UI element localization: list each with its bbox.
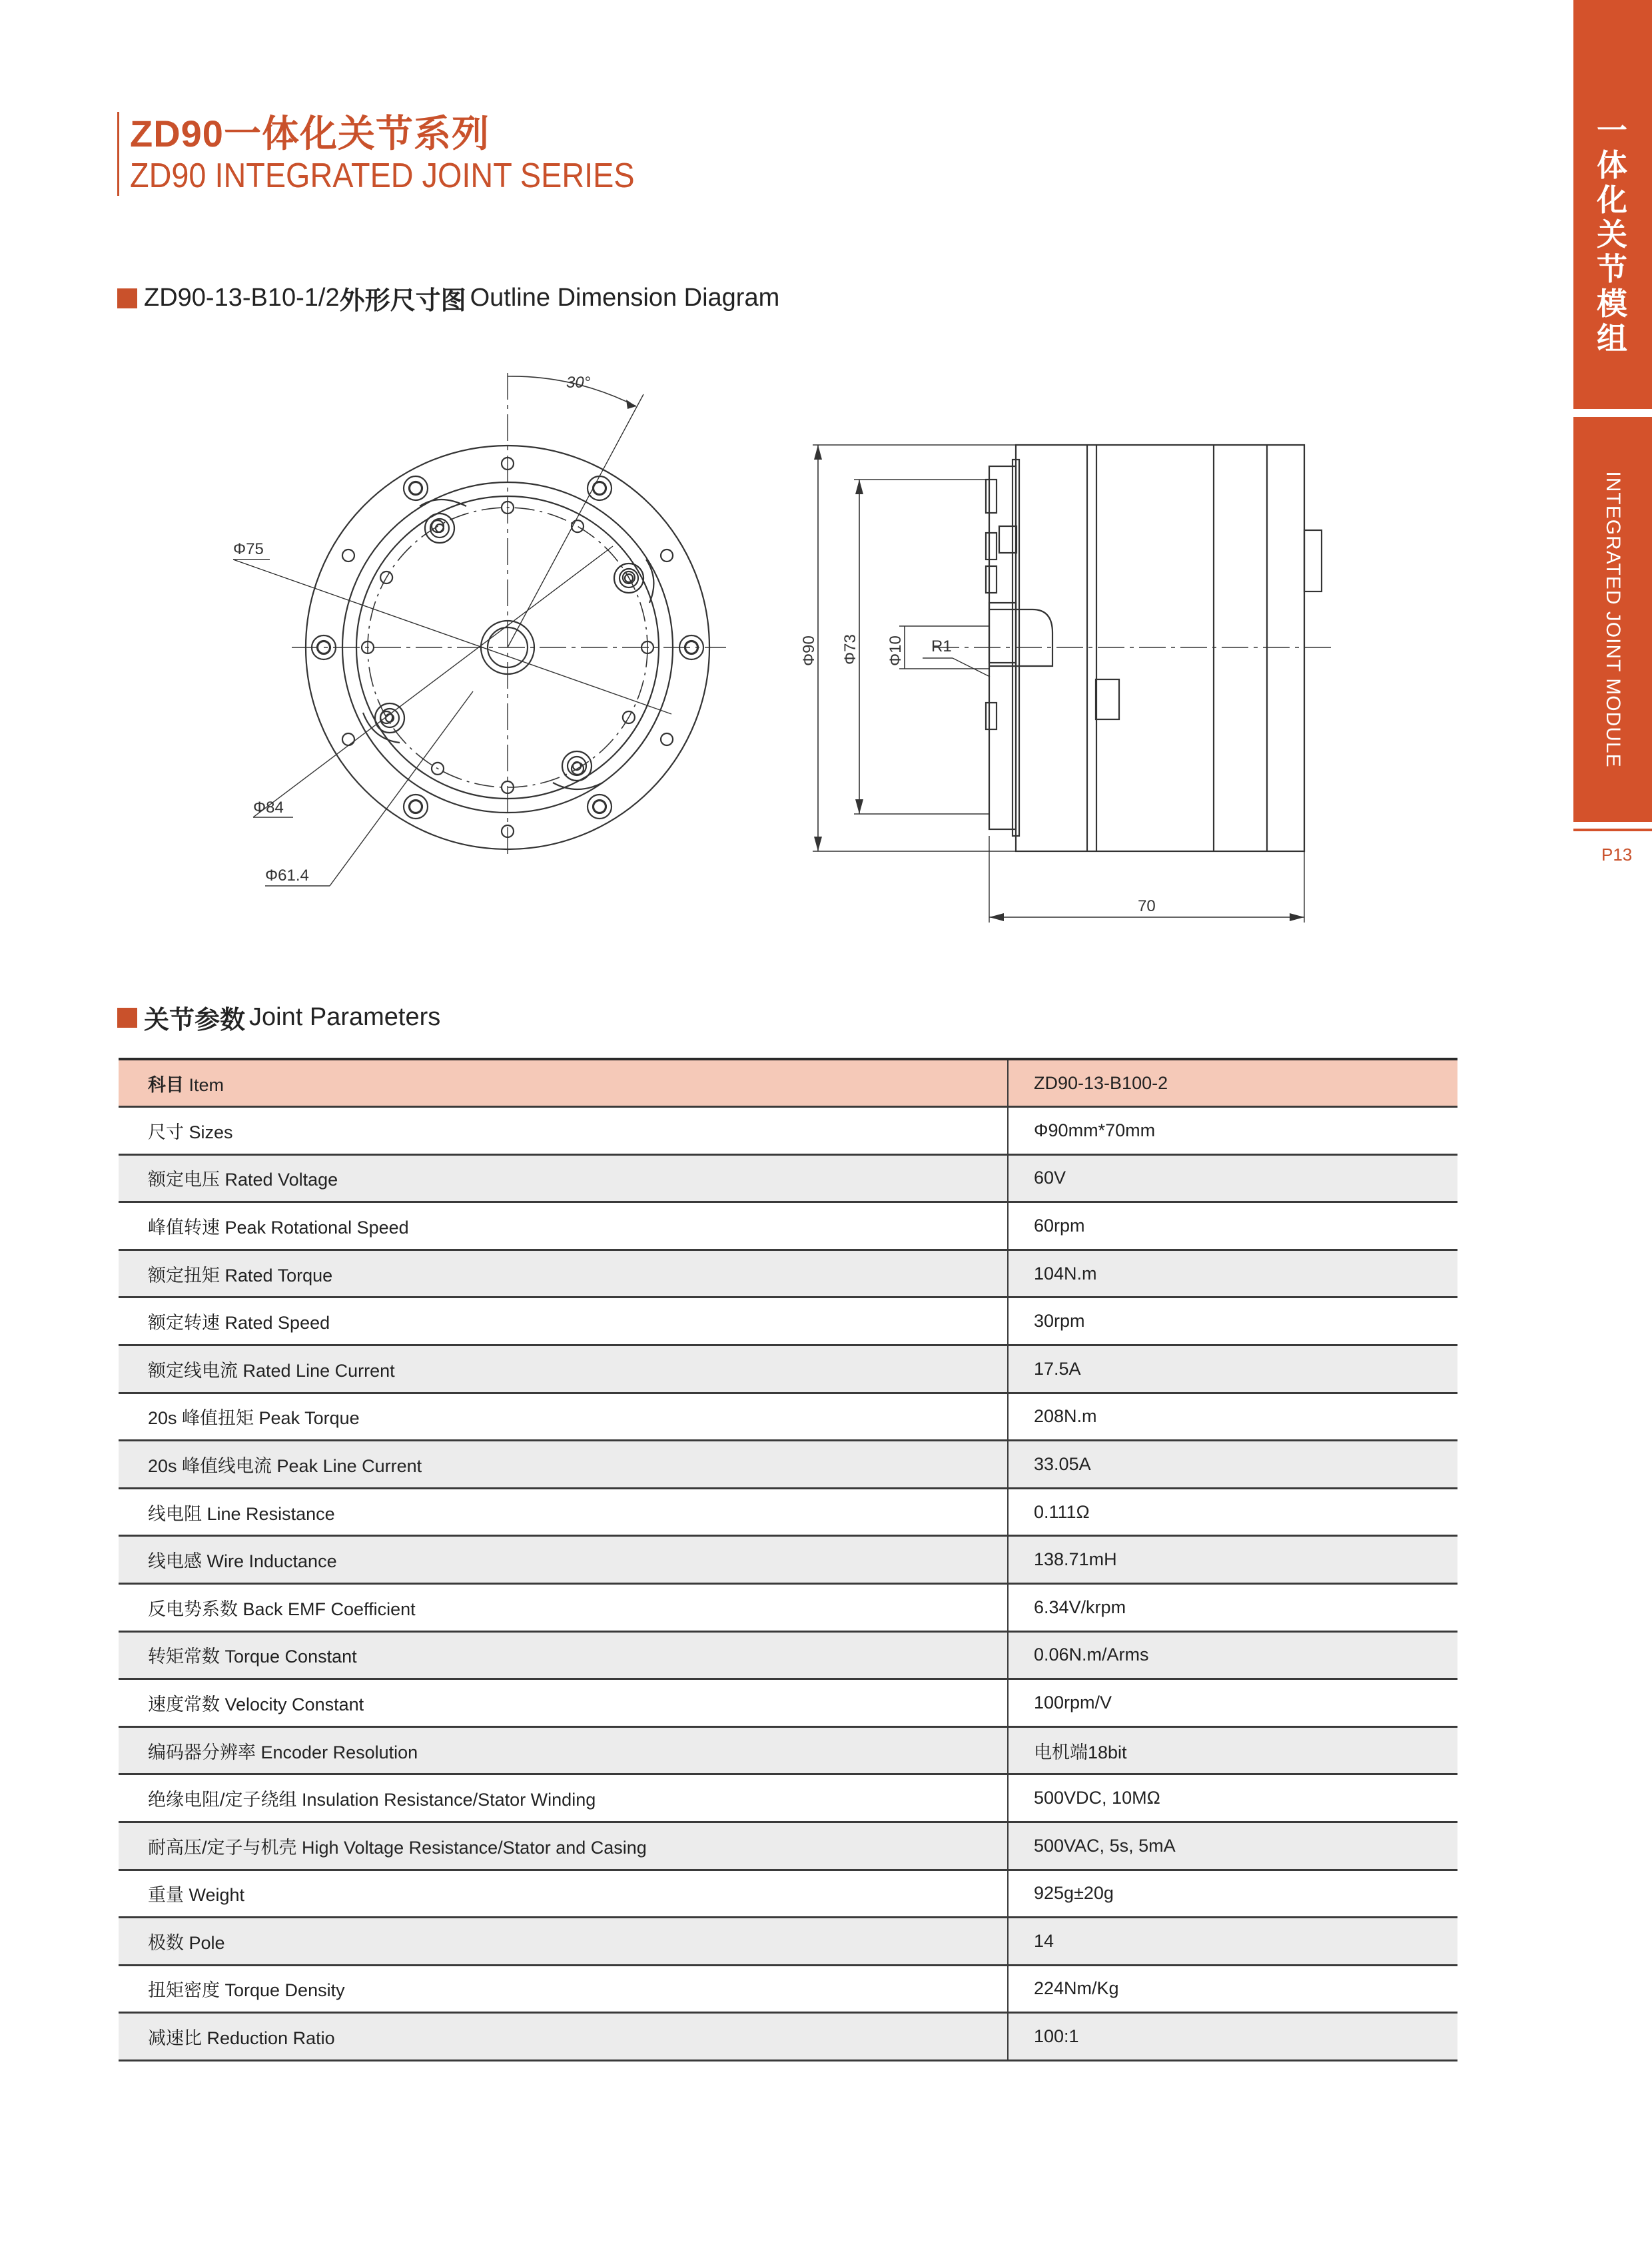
param-label: 峰值转速 Peak Rotational Speed: [119, 1202, 1008, 1250]
table-row: [119, 1107, 1457, 1155]
outer-bolt-hole-large: [588, 476, 612, 500]
param-label: 线电感 Wire Inductance: [119, 1536, 1008, 1584]
param-label: 尺寸 Sizes: [119, 1107, 1008, 1155]
table-row: [119, 1679, 1457, 1727]
param-value: 电机端18bit: [1008, 1726, 1457, 1774]
page-title-en: ZD90 INTEGRATED JOINT SERIES: [130, 157, 635, 195]
outer-bolt-hole: [342, 550, 354, 561]
param-value: 0.06N.m/Arms: [1008, 1631, 1457, 1679]
table-row: [119, 1918, 1457, 1966]
section-marker-icon: [117, 288, 137, 308]
param-value: 60V: [1008, 1154, 1457, 1202]
outer-bolt-hole: [661, 550, 673, 561]
table-row: [119, 1202, 1457, 1250]
table-row: [119, 1965, 1457, 2013]
dim-length-70: 70: [1138, 897, 1156, 915]
table-row: [119, 1870, 1457, 1918]
diagram-title-cn: 外形尺寸图: [339, 287, 466, 315]
param-label: 减速比 Reduction Ratio: [119, 2013, 1008, 2061]
param-value: 208N.m: [1008, 1393, 1457, 1441]
param-label: 反电势系数 Back EMF Coefficient: [119, 1583, 1008, 1631]
param-value: 30rpm: [1008, 1298, 1457, 1345]
param-value: 925g±20g: [1008, 1870, 1457, 1918]
side-tab-cn-label: 一 体 化 关 节 模 组: [1597, 113, 1627, 356]
table-row: [119, 1298, 1457, 1345]
param-label: 重量 Weight: [119, 1870, 1008, 1918]
page-number: P13: [1601, 845, 1633, 865]
header-model-cell: ZD90-13-B100-2: [1008, 1060, 1457, 1107]
param-label: 额定转速 Rated Speed: [119, 1298, 1008, 1345]
table-row: [119, 1631, 1457, 1679]
param-label: 额定电压 Rated Voltage: [119, 1154, 1008, 1202]
header-item-en: Item: [189, 1074, 224, 1095]
dim-d614: Φ61.4: [265, 867, 309, 885]
diagram-title-en: Outline Dimension Diagram: [470, 284, 780, 312]
inner-bolt-hole: [572, 520, 584, 532]
front-view: [233, 373, 726, 886]
table-row: [119, 1441, 1457, 1489]
dim-d84: Φ84: [253, 799, 284, 817]
param-label: 绝缘电阻/定子绕组 Insulation Resistance/Stator Winding: [119, 1774, 1008, 1822]
table-row: [119, 1488, 1457, 1536]
diagram-section-heading: [117, 280, 779, 316]
dim-d75: Φ75: [233, 540, 264, 558]
param-label: 转矩常数 Torque Constant: [119, 1631, 1008, 1679]
outer-bolt-hole: [661, 733, 673, 745]
param-value: 60rpm: [1008, 1202, 1457, 1250]
param-value: 17.5A: [1008, 1345, 1457, 1393]
table-row: [119, 1726, 1457, 1774]
param-value: 100rpm/V: [1008, 1679, 1457, 1727]
param-label: 扭矩密度 Torque Density: [119, 1965, 1008, 2013]
param-value: 224Nm/Kg: [1008, 1965, 1457, 2013]
param-label: 耐高压/定子与机壳 High Voltage Resistance/Stator and Casing: [119, 1822, 1008, 1870]
table-header-row: [119, 1060, 1457, 1107]
header-item-cn: 科目: [148, 1074, 184, 1095]
param-value: 138.71mH: [1008, 1536, 1457, 1584]
pin-holes: [363, 500, 653, 789]
outer-bolt-hole-large: [404, 795, 428, 819]
params-section-heading: [117, 999, 440, 1036]
table-row: [119, 1774, 1457, 1822]
dim-d90: Φ90: [800, 635, 818, 666]
side-tab-en: [1573, 417, 1652, 822]
param-value: 0.111Ω: [1008, 1488, 1457, 1536]
param-value: 500VDC, 10MΩ: [1008, 1774, 1457, 1822]
angle-label: 30°: [566, 374, 591, 392]
param-label: 20s 峰值线电流 Peak Line Current: [119, 1441, 1008, 1489]
param-value: 6.34V/krpm: [1008, 1583, 1457, 1631]
page-title-block: [117, 112, 691, 196]
param-label: 额定线电流 Rated Line Current: [119, 1345, 1008, 1393]
table-row: [119, 1345, 1457, 1393]
table-row: [119, 1583, 1457, 1631]
side-tab-category: [1573, 0, 1652, 409]
params-title-en: Joint Parameters: [249, 1003, 441, 1031]
param-label: 线电阻 Line Resistance: [119, 1488, 1008, 1536]
dim-d10: Φ10: [887, 635, 905, 666]
outer-bolt-hole: [342, 733, 354, 745]
params-title-cn: 关节参数: [144, 1006, 246, 1034]
param-value: 14: [1008, 1918, 1457, 1966]
param-label: 极数 Pole: [119, 1918, 1008, 1966]
table-row: [119, 1154, 1457, 1202]
table-row: [119, 1250, 1457, 1298]
param-label: 20s 峰值扭矩 Peak Torque: [119, 1393, 1008, 1441]
param-value: Φ90mm*70mm: [1008, 1107, 1457, 1155]
param-value: 100:1: [1008, 2013, 1457, 2061]
param-label: 额定扭矩 Rated Torque: [119, 1250, 1008, 1298]
outer-bolt-hole-large: [588, 795, 612, 819]
param-label: 编码器分辨率 Encoder Resolution: [119, 1726, 1008, 1774]
dim-d73: Φ73: [841, 634, 859, 665]
outline-dimension-diagram: [0, 346, 1532, 946]
header-item-cell: [119, 1060, 1008, 1107]
table-row: [119, 1822, 1457, 1870]
page-title-cn: ZD90一体化关节系列: [130, 113, 490, 155]
dim-r1: R1: [931, 637, 952, 655]
param-value: 33.05A: [1008, 1441, 1457, 1489]
section-marker-icon: [117, 1008, 137, 1028]
param-value: 500VAC, 5s, 5mA: [1008, 1822, 1457, 1870]
param-label: 速度常数 Velocity Constant: [119, 1679, 1008, 1727]
side-view: [800, 445, 1332, 923]
table-row: [119, 2013, 1457, 2061]
param-value: 104N.m: [1008, 1250, 1457, 1298]
outer-bolt-hole-large: [404, 476, 428, 500]
side-divider: [1573, 829, 1652, 831]
joint-parameters-table: [119, 1060, 1457, 2061]
side-tab-en-label: INTEGRATED JOINT MODULE: [1602, 471, 1624, 768]
diagram-model: ZD90-13-B10-1/2: [144, 284, 340, 312]
table-row: [119, 1536, 1457, 1584]
table-row: [119, 1393, 1457, 1441]
